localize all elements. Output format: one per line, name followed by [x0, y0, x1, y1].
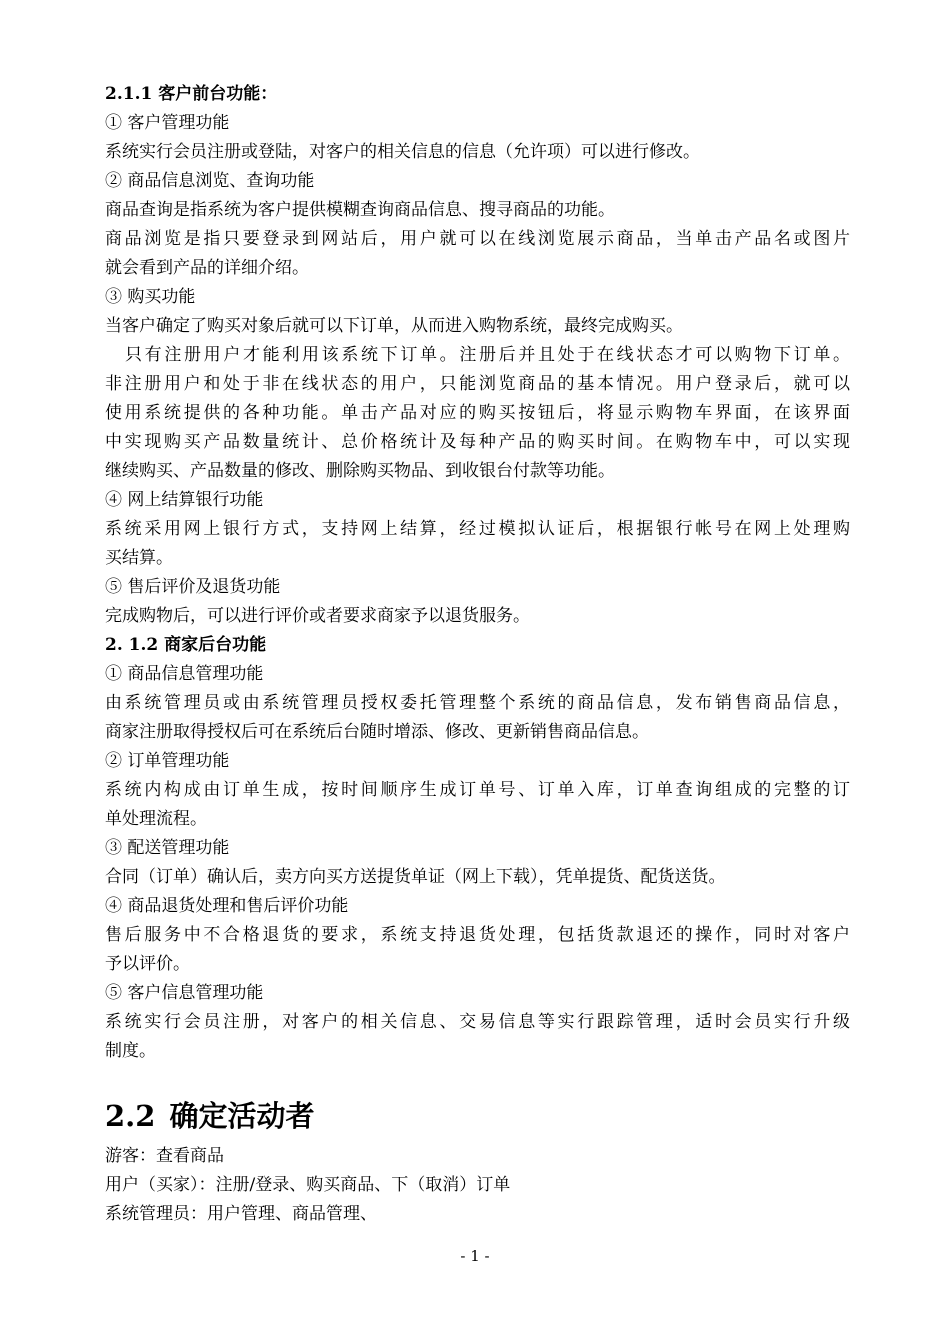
- item-title: ④ 商品退货处理和售后评价功能: [105, 896, 349, 916]
- item-title: ③ 购买功能: [105, 287, 196, 307]
- page-number: - 1 -: [460, 1247, 490, 1265]
- paragraph-line: 买结算。: [105, 548, 173, 568]
- paragraph-line: 售后服务中不合格退货的要求，系统支持退货处理，包括货款退还的操作，同时对客户: [105, 925, 850, 945]
- section-title-text: 确定活动者: [169, 1099, 315, 1133]
- paragraph-line: 制度。: [105, 1041, 156, 1061]
- paragraph-line: 系统内构成由订单生成，按时间顺序生成订单号、订单入库，订单查询组成的完整的订: [105, 780, 850, 800]
- actor-line: 游客：查看商品: [105, 1146, 224, 1166]
- paragraph-line: 单处理流程。: [105, 809, 207, 829]
- subsection-heading-2-1-2: 2. 1.2 商家后台功能: [105, 635, 267, 655]
- paragraph-line: 予以评价。: [105, 954, 190, 974]
- item-title: ⑤ 客户信息管理功能: [105, 983, 264, 1003]
- document-page: [105, 80, 850, 1229]
- paragraph-line: 使用系统提供的各种功能。单击产品对应的购买按钮后，将显示购物车界面，在该界面: [105, 403, 850, 423]
- paragraph-line: 就会看到产品的详细介绍。: [105, 258, 309, 278]
- paragraph-line: 合同（订单）确认后，卖方向买方送提货单证（网上下载），凭单提货、配货送货。: [105, 867, 726, 887]
- item-title: ③ 配送管理功能: [105, 838, 230, 858]
- paragraph-line: 由系统管理员或由系统管理员授权委托管理整个系统的商品信息，发布销售商品信息，: [105, 693, 850, 713]
- item-title: ① 商品信息管理功能: [105, 664, 264, 684]
- paragraph-line: 系统采用网上银行方式，支持网上结算，经过模拟认证后，根据银行帐号在网上处理购: [105, 519, 850, 539]
- paragraph-line: 系统实行会员注册或登陆，对客户的相关信息的信息（允许项）可以进行修改。: [105, 142, 700, 162]
- subsection-heading-2-1-1: 2.1.1 客户前台功能：: [105, 84, 278, 104]
- section-heading-2-2: [105, 1096, 850, 1136]
- paragraph-line: 中实现购买产品数量统计、总价格统计及每种产品的购买时间。在购物车中，可以实现: [105, 432, 850, 452]
- item-title: ⑤ 售后评价及退货功能: [105, 577, 281, 597]
- paragraph-line: 只有注册用户才能利用该系统下订单。注册后并且处于在线状态才可以购物下订单。: [125, 345, 850, 365]
- paragraph-line: 非注册用户和处于非在线状态的用户，只能浏览商品的基本情况。用户登录后，就可以: [105, 374, 850, 394]
- paragraph-line: 商家注册取得授权后可在系统后台随时增添、修改、更新销售商品信息。: [105, 722, 649, 742]
- item-title: ② 商品信息浏览、查询功能: [105, 171, 315, 191]
- paragraph-line: 完成购物后，可以进行评价或者要求商家予以退货服务。: [105, 606, 530, 626]
- paragraph-line: 继续购买、产品数量的修改、删除购买物品、到收银台付款等功能。: [105, 461, 615, 481]
- paragraph-line: 系统实行会员注册，对客户的相关信息、交易信息等实行跟踪管理，适时会员实行升级: [105, 1012, 850, 1032]
- item-title: ② 订单管理功能: [105, 751, 230, 771]
- actor-line: 用户（买家）：注册/登录、购买商品、下（取消）订单: [105, 1175, 511, 1195]
- section-number: 2.2: [105, 1099, 156, 1133]
- item-title: ① 客户管理功能: [105, 113, 230, 133]
- paragraph-line: 商品查询是指系统为客户提供模糊查询商品信息、搜寻商品的功能。: [105, 200, 615, 220]
- paragraph-line: 商品浏览是指只要登录到网站后，用户就可以在线浏览展示商品，当单击产品名或图片: [105, 229, 850, 249]
- actor-line: 系统管理员：用户管理、商品管理、: [105, 1204, 377, 1224]
- paragraph-line: 当客户确定了购买对象后就可以下订单，从而进入购物系统，最终完成购买。: [105, 316, 683, 336]
- item-title: ④ 网上结算银行功能: [105, 490, 264, 510]
